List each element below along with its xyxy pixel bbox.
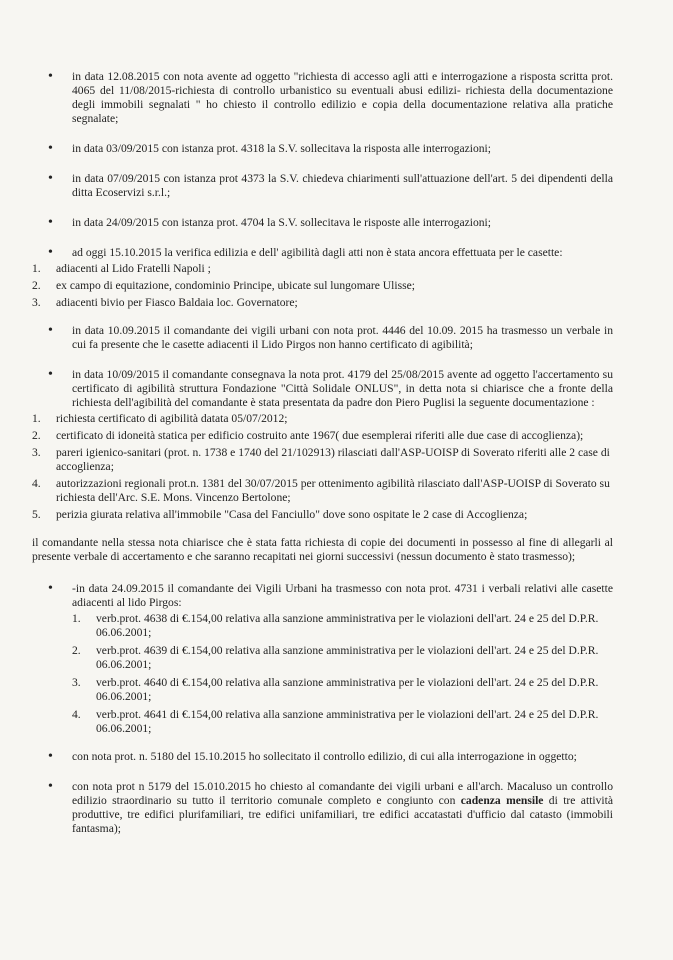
- list-item: 4. autorizzazioni regionali prot.n. 1381 del 30/07/2015 per ottenimento agibilità rilasciato dall'ASP-UOISP di Soverato su richiesta dell'Arc. S.E. Mons. Vincenzo Bertolone;: [32, 477, 610, 504]
- bullet-text: in data 07/09/2015 con istanza prot 4373 la S.V. chiedeva chiarimenti sull'attuazione dell'art. 5 dei dipendenti della ditta Ecoservizi s.r.l.;: [72, 172, 613, 199]
- casette-list: [32, 262, 613, 310]
- bullet-text: ad oggi 15.10.2015 la verifica edilizia e dell' agibilità dagli atti non è stata ancora effettuata per le casette:: [72, 246, 563, 259]
- list-item: [48, 750, 613, 764]
- bullet-icon: •: [48, 367, 53, 382]
- list-item: 2. verb.prot. 4639 di €.154,00 relativa alla sanzione amministrativa per le violazioni dell'art. 24 e 25 del D.P.R. 06.06.2001;: [72, 644, 599, 671]
- list-item: 4. verb.prot. 4641 di €.154,00 relativa alla sanzione amministrativa per le violazioni dell'art. 24 e 25 del D.P.R. 06.06.2001;: [72, 708, 599, 735]
- bullet-icon: •: [48, 141, 53, 156]
- list-item: [48, 780, 613, 836]
- bullet-text: in data 24/09/2015 con istanza prot. 4704 la S.V. sollecitava le risposte alle interrogazioni;: [72, 216, 491, 229]
- list-item: [48, 70, 613, 126]
- list-item: [48, 324, 613, 352]
- list-item: [48, 368, 613, 410]
- bullet-text: in data 10.09.2015 il comandante dei vigili urbani con nota prot. 4446 del 10.09. 2015 ha trasmesso un verbale in cui fa presente che le casette adiacenti il Lido Pirgos non hanno certificato di agibilità;: [72, 324, 613, 351]
- list-item: [48, 142, 613, 156]
- verbali-list: [48, 612, 613, 736]
- emphasis: cadenza mensile: [460, 794, 544, 807]
- list-item: 1. verb.prot. 4638 di €.154,00 relativa alla sanzione amministrativa per le violazioni dell'art. 24 e 25 del D.P.R. 06.06.2001;: [72, 612, 599, 639]
- list-item: 2. ex campo di equitazione, condominio Principe, ubicate sul lungomare Ulisse;: [32, 279, 415, 292]
- body-paragraph: il comandante nella stessa nota chiarisce che è stata fatta richiesta di copie dei documenti in possesso al fine di allegarli al presente verbale di accertamento e che saranno recapitati nei giorni successivi (nessun documento è stato trasmesso);: [32, 536, 613, 563]
- bullet-icon: •: [48, 323, 53, 338]
- list-item: 1. adiacenti al Lido Fratelli Napoli ;: [32, 262, 211, 275]
- bullet-icon: •: [48, 69, 53, 84]
- list-item: 5. perizia giurata relativa all'immobile "Casa del Fanciullo" dove sono ospitate le 2 case di Accoglienza;: [32, 508, 528, 521]
- list-item: 1. richiesta certificato di agibilità datata 05/07/2012;: [32, 412, 288, 425]
- bullet-text: in data 03/09/2015 con istanza prot. 4318 la S.V. sollecitava la risposta alle interrogazioni;: [72, 142, 491, 155]
- bullet-text: in data 10/09/2015 il comandante consegnava la nota prot. 4179 del 25/08/2015 avente ad oggetto l'accertamento su certificato di agibilità struttura Fondazione "Città Solidale ONLUS", in detta nota si chiarisce che a fronte della richiesta dell'agibilità del comandante è stata presentata da padre don Piero Puglisi la seguente documentazione :: [72, 368, 613, 409]
- bullet-text: -in data 24.09.2015 il comandante dei Vigili Urbani ha trasmesso con nota prot. 4731 i verbali relativi alle casette adiacenti al lido Pirgos:: [72, 582, 613, 609]
- bullet-icon: •: [48, 779, 53, 794]
- bullet-text: in data 12.08.2015 con nota avente ad oggetto "richiesta di accesso agli atti e interrogazione a risposta scritta prot. 4065 del 11/08/2015-richiesta di controllo urbanistico su eventuali abusi edilizi- richiesta della documentazione degli immobili segnalati " ho chiesto il controllo edilizio e copia della documentazione relativa alla pratiche segnalate;: [72, 70, 613, 125]
- list-item: [48, 216, 613, 230]
- bullet-icon: •: [48, 245, 53, 260]
- documenti-list: [32, 412, 613, 522]
- list-item: 3. adiacenti bivio per Fiasco Baldaia loc. Governatore;: [32, 296, 298, 309]
- list-item: [48, 582, 613, 610]
- list-item: 2. certificato di idoneità statica per edificio costruito ante 1967( due esemplerai riferiti alle due case di accoglienza);: [32, 429, 584, 442]
- bullet-text: con nota prot. n. 5180 del 15.10.2015 ho sollecitato il controllo edilizio, di cui alla interrogazione in oggetto;: [72, 750, 577, 763]
- bullet-text: con nota prot n 5179 del 15.010.2015 ho chiesto al comandante dei vigili urbani e all'arch. Macaluso un controllo edilizio straordinario su tutto il territorio comunale completo e congiunto con cadenza mensile di tre attività produttive, tre edifici plurifamiliari, tre edifici unifamiliari, tre edifici accatastati d'ufficio dal catasto (immobili fantasma);: [72, 780, 613, 835]
- bullet-icon: •: [48, 215, 53, 230]
- list-item: 3. pareri igienico-sanitari (prot. n. 1738 e 1740 del 21/102913) rilasciati dall'ASP-UOISP di Soverato riferiti alle 2 case di accoglienza;: [32, 446, 610, 473]
- list-item: 3. verb.prot. 4640 di €.154,00 relativa alla sanzione amministrativa per le violazioni dell'art. 24 e 25 del D.P.R. 06.06.2001;: [72, 676, 599, 703]
- list-item: [48, 172, 613, 200]
- bullet-icon: •: [48, 171, 53, 186]
- bullet-icon: •: [48, 749, 53, 764]
- list-item: [48, 246, 613, 260]
- bullet-icon: •: [48, 581, 53, 596]
